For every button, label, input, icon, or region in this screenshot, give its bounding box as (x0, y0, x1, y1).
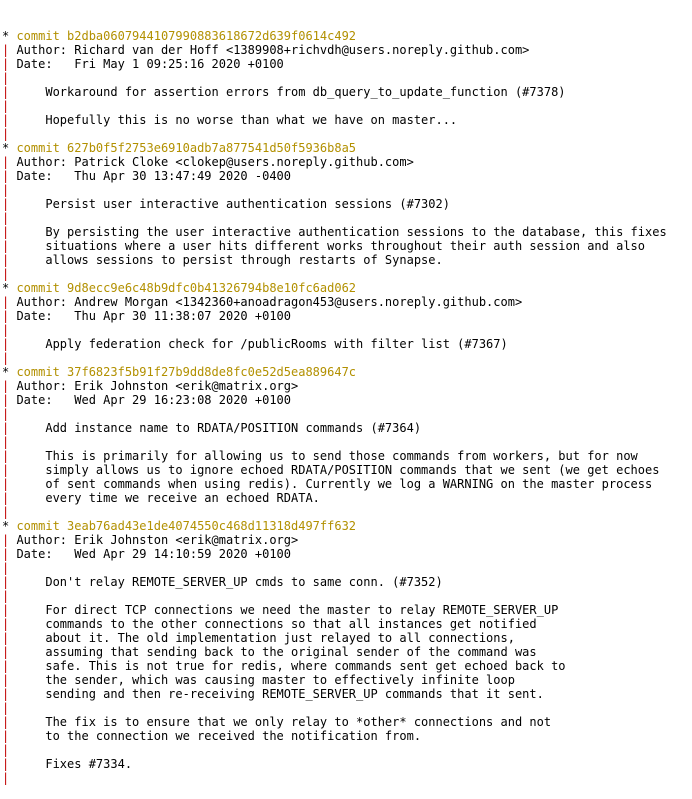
graph-branch-line: | (2, 589, 10, 603)
log-line (2, 113, 692, 127)
graph-branch-line: | (2, 659, 10, 673)
log-line (2, 701, 692, 715)
log-line (2, 155, 692, 169)
log-text: of sent commands when using redis). Currently we log a WARNING on the master process (9, 477, 653, 491)
graph-branch-line: | (2, 715, 10, 729)
log-line (2, 281, 692, 295)
log-line (2, 631, 692, 645)
graph-branch-line: | (2, 505, 10, 519)
log-line (2, 351, 692, 365)
log-text: Author: Erik Johnston <erik@matrix.org> (9, 533, 299, 547)
graph-branch-line: | (2, 267, 10, 281)
graph-branch-line: | (2, 463, 10, 477)
graph-branch-line: | (2, 57, 10, 71)
log-line (2, 365, 692, 379)
graph-branch-line: | (2, 477, 10, 491)
log-line (2, 617, 692, 631)
graph-branch-line: | (2, 379, 10, 393)
log-line (2, 99, 692, 113)
log-line (2, 589, 692, 603)
graph-branch-line: | (2, 421, 10, 435)
log-line (2, 547, 692, 561)
log-line (2, 127, 692, 141)
graph-branch-line: | (2, 225, 10, 239)
log-line (2, 519, 692, 533)
graph-branch-line: | (2, 113, 10, 127)
graph-branch-line: | (2, 561, 10, 575)
graph-branch-line: | (2, 85, 10, 99)
commit-hash-text: commit 3eab76ad43e1de4074550c468d11318d497ff632 (9, 519, 357, 533)
log-line (2, 295, 692, 309)
graph-branch-line: | (2, 309, 10, 323)
log-line (2, 729, 692, 743)
log-line (2, 575, 692, 589)
log-line (2, 715, 692, 729)
log-line (2, 323, 692, 337)
log-line (2, 43, 692, 57)
log-line (2, 561, 692, 575)
log-text: safe. This is not true for redis, where commands sent get echoed back to (9, 659, 566, 673)
git-log-output (2, 29, 692, 785)
graph-branch-line: | (2, 491, 10, 505)
log-text: Date: Thu Apr 30 13:47:49 2020 -0400 (9, 169, 291, 183)
log-text: Workaround for assertion errors from db_query_to_update_function (#7378) (9, 85, 566, 99)
log-line (2, 309, 692, 323)
graph-branch-line: | (2, 729, 10, 743)
graph-branch-line: | (2, 631, 10, 645)
log-line (2, 771, 692, 785)
log-line (2, 603, 692, 617)
log-line (2, 673, 692, 687)
log-text: Fixes #7334. (9, 757, 133, 771)
log-text: the sender, which was causing master to effectively infinite loop (9, 673, 515, 687)
log-text: This is primarily for allowing us to send those commands from workers, but for now (9, 449, 638, 463)
log-line (2, 659, 692, 673)
log-line (2, 505, 692, 519)
log-text: allows sessions to persist through restarts of Synapse. (9, 253, 443, 267)
log-line (2, 169, 692, 183)
log-text: The fix is to ensure that we only relay to *other* connections and not (9, 715, 552, 729)
log-line (2, 337, 692, 351)
log-text: simply allows us to ignore echoed RDATA/POSITION commands that we sent (we get echoes (9, 463, 660, 477)
log-line (2, 687, 692, 701)
log-text: Persist user interactive authentication sessions (#7302) (9, 197, 450, 211)
log-text: Author: Erik Johnston <erik@matrix.org> (9, 379, 299, 393)
graph-commit-marker: * (2, 281, 10, 295)
log-line (2, 253, 692, 267)
graph-branch-line: | (2, 43, 10, 57)
log-line (2, 225, 692, 239)
graph-branch-line: | (2, 183, 10, 197)
log-text: commands to the other connections so that all instances get notified (9, 617, 537, 631)
log-text: assuming that sending back to the original sender of the command was (9, 645, 537, 659)
log-line (2, 239, 692, 253)
log-line (2, 743, 692, 757)
log-line (2, 71, 692, 85)
log-text: Apply federation check for /publicRooms with filter list (#7367) (9, 337, 508, 351)
log-text: Date: Wed Apr 29 14:10:59 2020 +0100 (9, 547, 291, 561)
log-text: Author: Andrew Morgan <1342360+anoadragon453@users.noreply.github.com> (9, 295, 523, 309)
commit-hash-text: commit 37f6823f5b91f27b9dd8de8fc0e52d5ea889647c (9, 365, 357, 379)
log-line (2, 407, 692, 421)
graph-branch-line: | (2, 99, 10, 113)
log-text: By persisting the user interactive authentication sessions to the database, this fixes (9, 225, 667, 239)
graph-branch-line: | (2, 533, 10, 547)
graph-branch-line: | (2, 393, 10, 407)
graph-branch-line: | (2, 435, 10, 449)
log-text: Date: Fri May 1 09:25:16 2020 +0100 (9, 57, 284, 71)
graph-branch-line: | (2, 127, 10, 141)
log-line (2, 141, 692, 155)
log-line (2, 267, 692, 281)
graph-branch-line: | (2, 323, 10, 337)
log-text: Author: Patrick Cloke <clokep@users.noreply.github.com> (9, 155, 414, 169)
graph-branch-line: | (2, 743, 10, 757)
log-line (2, 435, 692, 449)
graph-commit-marker: * (2, 365, 10, 379)
log-line (2, 197, 692, 211)
graph-branch-line: | (2, 211, 10, 225)
graph-branch-line: | (2, 407, 10, 421)
graph-branch-line: | (2, 351, 10, 365)
log-line (2, 645, 692, 659)
log-text: Add instance name to RDATA/POSITION commands (#7364) (9, 421, 422, 435)
log-line (2, 463, 692, 477)
graph-branch-line: | (2, 337, 10, 351)
log-line (2, 449, 692, 463)
commit-hash-text: commit b2dba0607944107990883618672d639f0614c492 (9, 29, 357, 43)
graph-commit-marker: * (2, 141, 10, 155)
graph-branch-line: | (2, 547, 10, 561)
log-line (2, 421, 692, 435)
graph-branch-line: | (2, 757, 10, 771)
log-line (2, 491, 692, 505)
log-line (2, 85, 692, 99)
commit-hash-text: commit 9d8ecc9e6c48b9dfc0b41326794b8e10fc6ad062 (9, 281, 357, 295)
graph-branch-line: | (2, 617, 10, 631)
log-line (2, 393, 692, 407)
graph-branch-line: | (2, 645, 10, 659)
log-line (2, 757, 692, 771)
graph-branch-line: | (2, 71, 10, 85)
log-text: Hopefully this is no worse than what we have on master... (9, 113, 458, 127)
graph-branch-line: | (2, 253, 10, 267)
log-text: about it. The old implementation just relayed to all connections, (9, 631, 515, 645)
graph-branch-line: | (2, 603, 10, 617)
log-text: Author: Richard van der Hoff <1389908+richvdh@users.noreply.github.com> (9, 43, 530, 57)
log-text: situations where a user hits different works throughout their auth session and also (9, 239, 645, 253)
log-text: Date: Wed Apr 29 16:23:08 2020 +0100 (9, 393, 291, 407)
graph-branch-line: | (2, 687, 10, 701)
log-text: to the connection we received the notification from. (9, 729, 422, 743)
log-line (2, 57, 692, 71)
graph-branch-line: | (2, 239, 10, 253)
graph-branch-line: | (2, 169, 10, 183)
graph-branch-line: | (2, 771, 10, 785)
log-line (2, 211, 692, 225)
log-text: Date: Thu Apr 30 11:38:07 2020 +0100 (9, 309, 291, 323)
graph-branch-line: | (2, 295, 10, 309)
graph-branch-line: | (2, 673, 10, 687)
log-line (2, 29, 692, 43)
log-text: Don't relay REMOTE_SERVER_UP cmds to same conn. (#7352) (9, 575, 443, 589)
graph-commit-marker: * (2, 29, 10, 43)
graph-branch-line: | (2, 575, 10, 589)
commit-hash-text: commit 627b0f5f2753e6910adb7a877541d50f5936b8a5 (9, 141, 357, 155)
log-line (2, 183, 692, 197)
log-line (2, 379, 692, 393)
log-text: For direct TCP connections we need the master to relay REMOTE_SERVER_UP (9, 603, 559, 617)
graph-branch-line: | (2, 449, 10, 463)
graph-branch-line: | (2, 701, 10, 715)
log-text: sending and then re-receiving REMOTE_SERVER_UP commands that it sent. (9, 687, 544, 701)
graph-commit-marker: * (2, 519, 10, 533)
log-line (2, 477, 692, 491)
graph-branch-line: | (2, 197, 10, 211)
log-text: every time we receive an echoed RDATA. (9, 491, 320, 505)
graph-branch-line: | (2, 155, 10, 169)
log-line (2, 533, 692, 547)
